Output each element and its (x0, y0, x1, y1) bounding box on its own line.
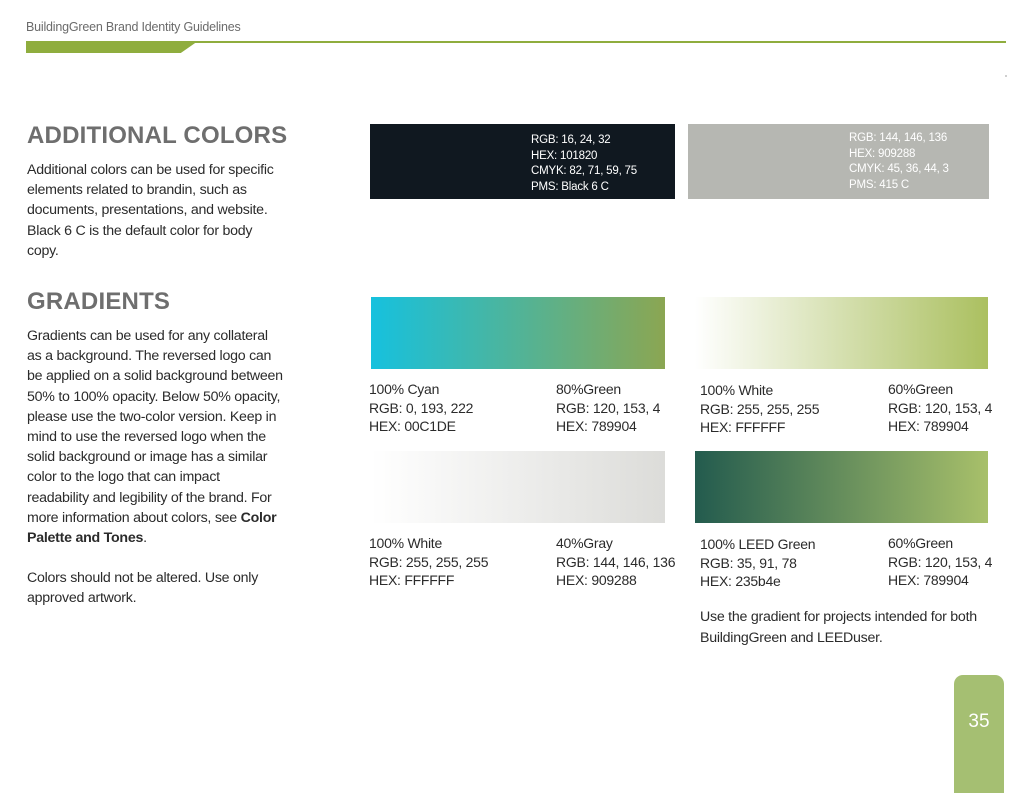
color-hex: HEX: 789904 (888, 418, 969, 434)
gradient-leed-left-label (700, 535, 815, 591)
color-name: 80%Green (556, 381, 621, 397)
gradient-cyan-green (371, 297, 665, 369)
color-name: 100% LEED Green (700, 536, 816, 552)
color-hex: HEX: 00C1DE (369, 418, 456, 434)
color-hex: HEX: 789904 (556, 418, 637, 434)
swatch-gray-info (849, 131, 949, 193)
gradient-white-gray (371, 451, 665, 523)
swatch-pms: PMS: Black 6 C (531, 180, 609, 193)
gradients-body (27, 326, 285, 548)
gradient-white-green-left-label (700, 381, 819, 437)
color-rgb: RGB: 120, 153, 4 (556, 399, 661, 416)
color-rgb: RGB: 120, 153, 4 (888, 553, 993, 570)
gradients-heading: GRADIENTS (27, 288, 171, 315)
colors-not-altered-note: Colors should not be altered. Use only approved artwork. (27, 570, 259, 607)
gradient-leed-green (695, 451, 988, 523)
color-rgb: RGB: 0, 193, 222 (369, 399, 474, 416)
color-name: 100% White (700, 382, 773, 398)
color-hex: HEX: FFFFFF (700, 419, 786, 435)
gradient-cyan-left-label (369, 380, 473, 436)
color-rgb: RGB: 120, 153, 4 (888, 399, 993, 416)
gradients-body-end: . (143, 530, 147, 547)
swatch-cmyk: CMYK: 82, 71, 59, 75 (531, 165, 637, 177)
color-hex: HEX: FFFFFF (369, 572, 455, 588)
gradient-white-gray-left-label (369, 534, 488, 590)
additional-colors-heading: ADDITIONAL COLORS (27, 122, 288, 149)
swatch-hex: HEX: 909288 (849, 147, 916, 160)
color-hex: HEX: 789904 (888, 572, 969, 588)
color-hex: HEX: 235b4e (700, 573, 781, 589)
color-name: 60%Green (888, 381, 953, 397)
color-hex: HEX: 909288 (556, 572, 637, 588)
swatch-gray-415c (688, 124, 989, 199)
swatch-rgb: RGB: 16, 24, 32 (531, 134, 611, 146)
color-name: 100% Cyan (369, 381, 440, 397)
gradient-white-green-right-label (888, 380, 992, 436)
gradient-cyan-right-label (556, 380, 660, 436)
page-number: 35 (968, 711, 990, 732)
header-rule-tab (26, 41, 198, 53)
color-rgb: RGB: 255, 255, 255 (369, 553, 489, 570)
color-name: 60%Green (888, 535, 953, 551)
document-header-title: BuildingGreen Brand Identity Guidelines (26, 20, 241, 34)
gradient-usage-note: Use the gradient for projects intended for both BuildingGreen and LEEDuser. (700, 609, 977, 646)
gradient-white-green (695, 297, 988, 369)
additional-colors-body: Additional colors can be used for specific elements related to brandin, such as documents, presentations, and website. Black 6 C is the default color for body copy. (27, 162, 274, 259)
color-name: 100% White (369, 535, 442, 551)
color-palette-reference: Color Palette and Tones (27, 509, 277, 547)
decorative-dot (1005, 75, 1007, 77)
swatch-cmyk: CMYK: 45, 36, 44, 3 (849, 163, 949, 175)
gradient-white-gray-right-label (556, 534, 675, 590)
color-name: 40%Gray (556, 535, 613, 551)
swatch-pms: PMS: 415 C (849, 178, 909, 191)
swatch-black-info (531, 133, 637, 195)
page-number-tab (954, 675, 1004, 793)
color-rgb: RGB: 144, 146, 136 (556, 553, 676, 570)
gradient-leed-right-label (888, 534, 992, 590)
color-rgb: RGB: 255, 255, 255 (700, 400, 820, 417)
color-rgb: RGB: 35, 91, 78 (700, 554, 797, 571)
gradients-body-text: Gradients can be used for any collateral as a background. The reversed logo can be applied on a solid background between 50% to 100% opacity. Below 50% opacity, please use the two-color version. Keep in mind to use the reversed logo when the solid background or image has a similar color to the logo that can impact readability and legibility of the brand. For more information about colors, see (27, 328, 283, 526)
swatch-black-6c (370, 124, 675, 199)
swatch-hex: HEX: 101820 (531, 149, 598, 162)
swatch-rgb: RGB: 144, 146, 136 (849, 132, 948, 144)
